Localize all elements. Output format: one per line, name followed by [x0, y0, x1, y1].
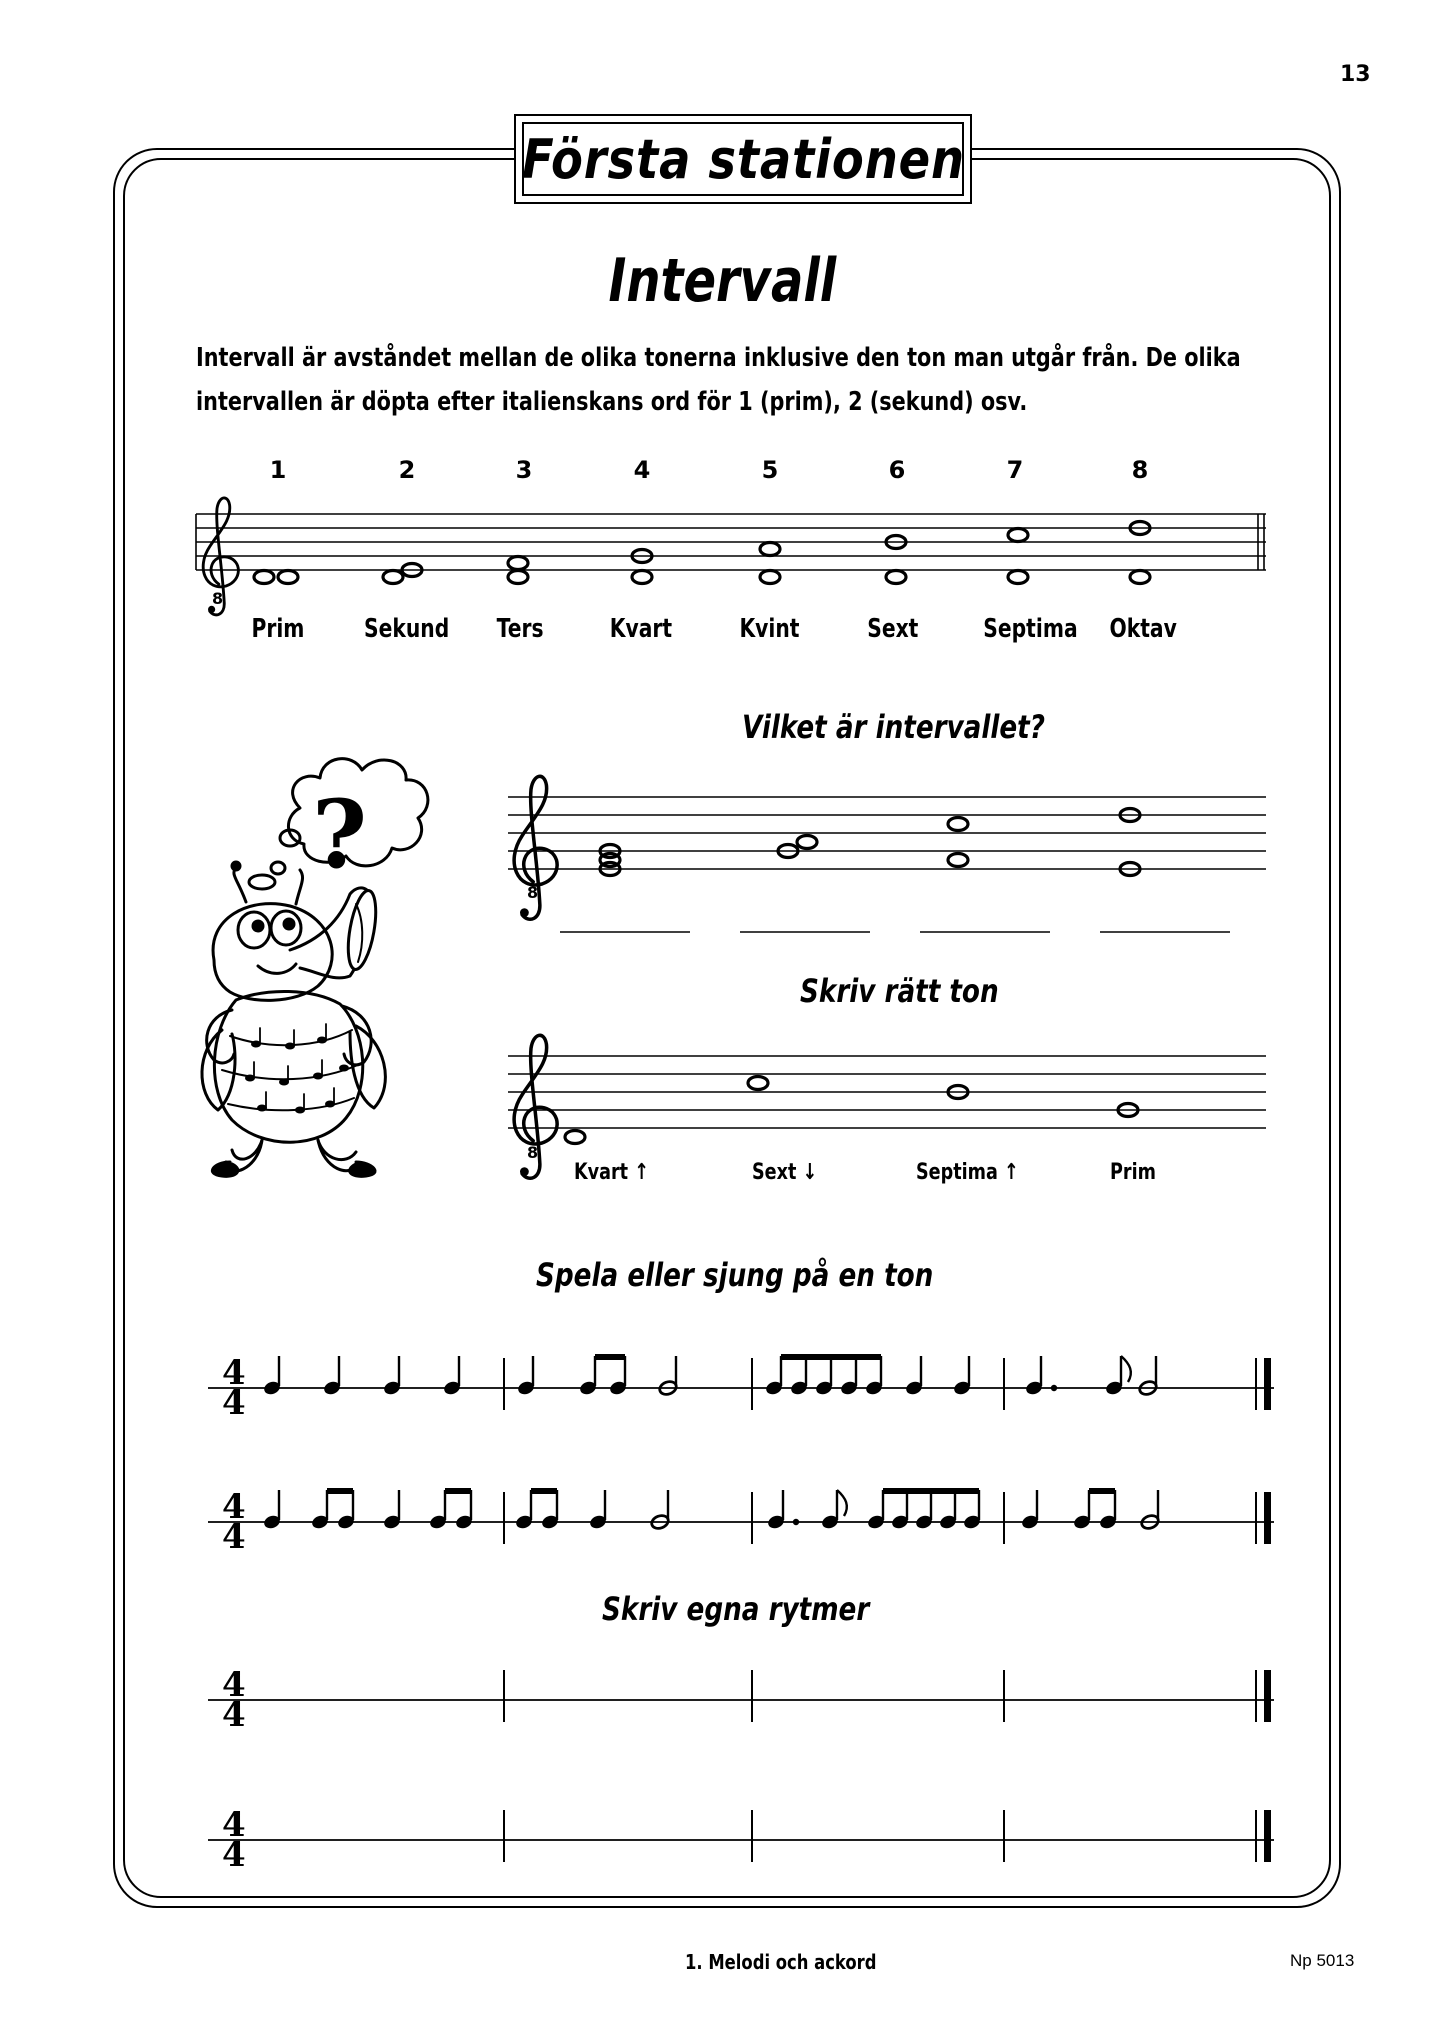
- exercise-1-title: Vilket är intervallet?: [742, 708, 1045, 746]
- bug-illustration: [202, 759, 428, 1177]
- exercise-4-title: Skriv egna rytmer: [602, 1590, 870, 1628]
- time-sig-top: 4: [222, 1353, 246, 1393]
- interval-name: Kvart: [609, 614, 673, 644]
- interval-number: 1: [269, 456, 287, 484]
- station-title: Första stationen: [521, 127, 965, 191]
- time-sig-top: 4: [222, 1805, 246, 1845]
- main-title: Intervall: [608, 246, 837, 316]
- exercise-2-title: Skriv rätt ton: [800, 972, 999, 1010]
- exercise-3-title: Spela eller sjung på en ton: [536, 1256, 934, 1294]
- intro-line-1: Intervall är avståndet mellan de olika tonerna inklusive den ton man utgår från. De olika: [196, 343, 1241, 373]
- time-sig-bottom: 4: [222, 1383, 246, 1423]
- interval-number: 5: [761, 456, 779, 484]
- interval-name: Oktav: [1109, 614, 1177, 644]
- time-sig-top: 4: [222, 1665, 246, 1705]
- interval-number: 6: [888, 456, 906, 484]
- octave-mark: 8: [527, 883, 539, 902]
- rhythm-line-2: [208, 1487, 1274, 1557]
- interval-number: 4: [633, 456, 651, 484]
- interval-number: 7: [1006, 456, 1024, 484]
- interval-name: Kvint: [738, 614, 800, 644]
- rhythm-line-1: [208, 1353, 1274, 1423]
- interval-name: Sext: [866, 614, 919, 644]
- task-label: Sext ↓: [752, 1160, 818, 1185]
- task-label: Kvart ↑: [574, 1160, 649, 1185]
- exercise-1-staff: [508, 776, 1266, 932]
- time-sig-bottom: 4: [222, 1695, 246, 1735]
- interval-name: Ters: [496, 614, 544, 644]
- question-mark: ?: [312, 780, 368, 890]
- intro-line-2: intervallen är döpta efter italienskans ord för 1 (prim), 2 (sekund) osv.: [196, 387, 1028, 417]
- time-sig-bottom: 4: [222, 1835, 246, 1875]
- exercise-2-staff: [508, 1035, 1266, 1178]
- interval-name: Prim: [251, 614, 305, 644]
- interval-staff: [196, 498, 1266, 615]
- footer-catalog: Np 5013: [1290, 1951, 1355, 1970]
- empty-rhythm-line-2: [208, 1805, 1274, 1875]
- interval-name: Septima: [983, 614, 1078, 644]
- interval-number: 2: [398, 456, 416, 484]
- footer-book-title: 1. Melodi och ackord: [685, 1950, 877, 1974]
- task-label: Prim: [1110, 1160, 1156, 1185]
- octave-mark: 8: [527, 1143, 539, 1162]
- octave-mark: 8: [212, 589, 224, 608]
- time-sig-top: 4: [222, 1487, 246, 1527]
- interval-name: Sekund: [364, 614, 450, 644]
- empty-rhythm-line-1: [208, 1665, 1274, 1735]
- interval-number: 8: [1131, 456, 1149, 484]
- page-number: 13: [1340, 62, 1371, 87]
- task-label: Septima ↑: [916, 1160, 1019, 1185]
- interval-number: 3: [515, 456, 533, 484]
- time-sig-bottom: 4: [222, 1517, 246, 1557]
